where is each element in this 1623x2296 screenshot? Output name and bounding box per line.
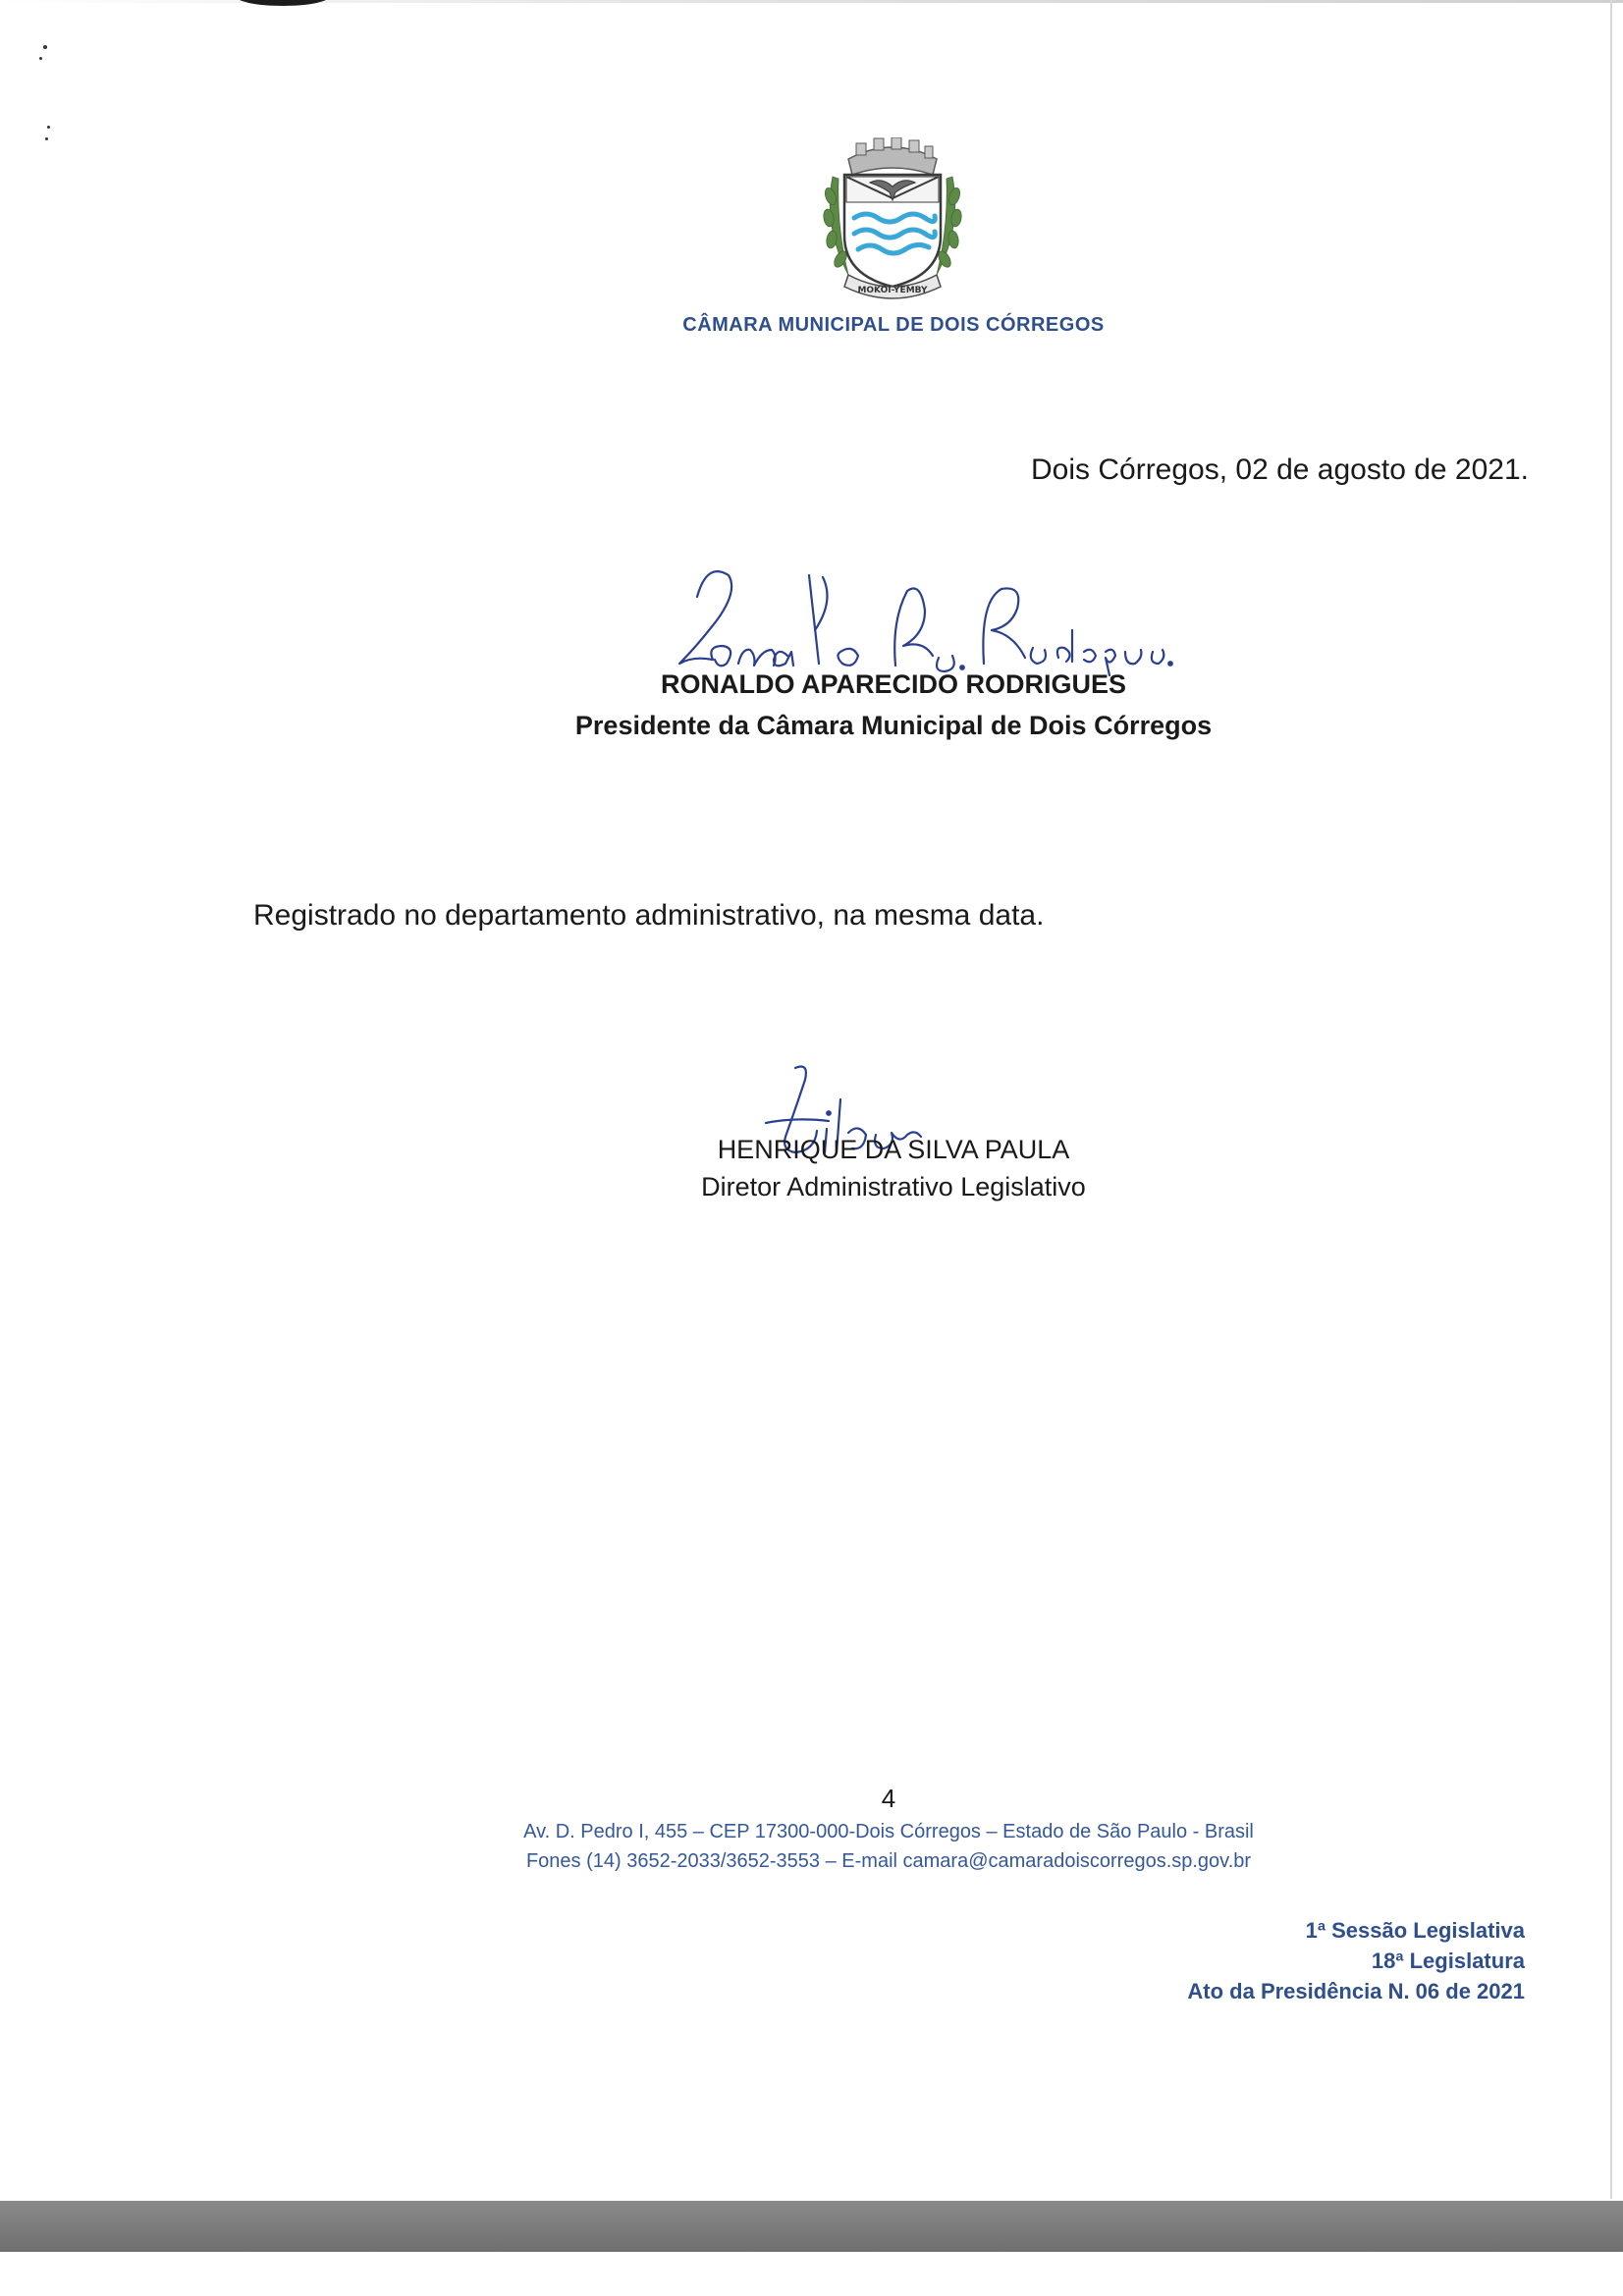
document-date: Dois Córregos, 02 de agosto de 2021. [1031, 454, 1529, 486]
scan-bottom-margin [0, 2252, 1623, 2296]
registration-note: Registrado no departamento administrativo, na mesma data. [253, 899, 1045, 932]
motto-text: MOKOI-YEMBY [857, 286, 928, 295]
scan-speck [43, 45, 47, 49]
footer-address: Av. D. Pedro I, 455 – CEP 17300-000-Dois Córregos – Estado de São Paulo - Brasil [523, 1821, 1254, 1842]
scan-smudge [236, 0, 330, 6]
legislative-session: 1ª Sessão Legislativa [1305, 1918, 1525, 1943]
crown-icon [848, 137, 937, 175]
act-reference: Ato da Presidência N. 06 de 2021 [1187, 1979, 1525, 2003]
president-name: RONALDO APARECIDO RODRIGUES [660, 669, 1127, 699]
municipal-coat-of-arms [819, 137, 966, 309]
scan-speck [47, 126, 50, 129]
session-info [1187, 1915, 1525, 2006]
director-name: HENRIQUE DA SILVA PAULA [717, 1135, 1070, 1164]
council-name: CÂMARA MUNICIPAL DE DOIS CÓRREGOS [682, 314, 1105, 336]
scan-bottom-edge [0, 2201, 1623, 2252]
director-title: Diretor Administrativo Legislativo [701, 1172, 1086, 1201]
president-signature [668, 561, 1178, 679]
president-title: Presidente da Câmara Municipal de Dois Córregos [574, 711, 1213, 740]
legislature: 18ª Legislatura [1371, 1949, 1525, 1973]
page-number: 4 [881, 1784, 896, 1813]
footer-contacts: Fones (14) 3652-2033/3652-3553 – E-mail camara@camaradoiscorregos.sp.gov.br [525, 1850, 1252, 1872]
scan-speck [45, 137, 48, 140]
scan-speck [39, 57, 42, 60]
